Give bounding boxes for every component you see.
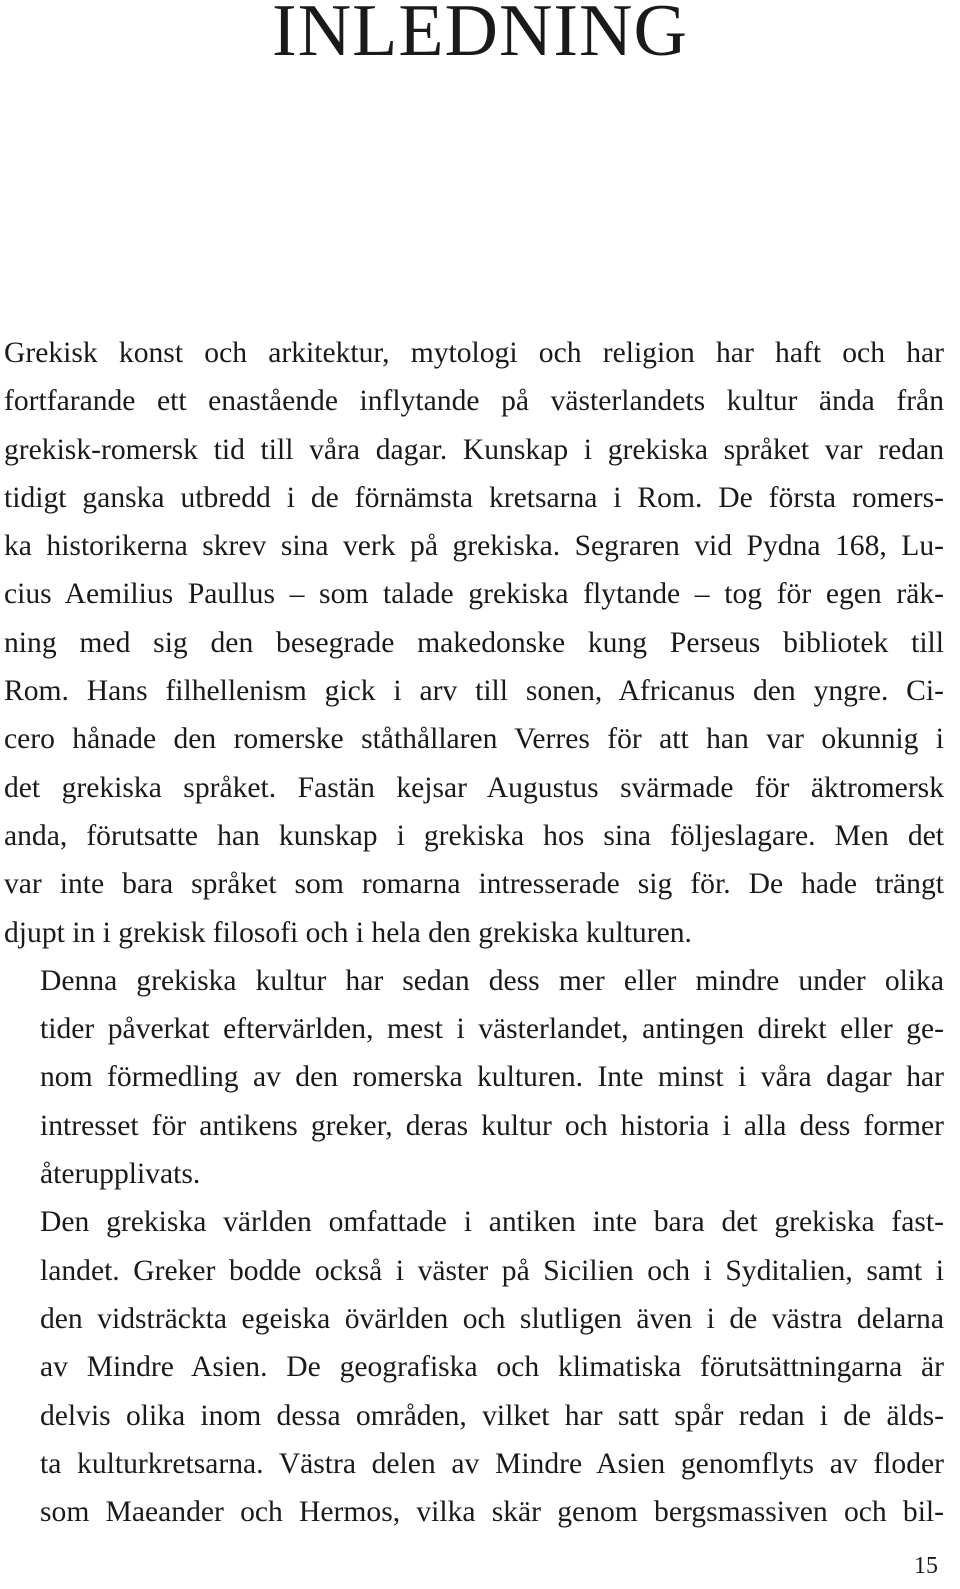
text-line: grekisk-romersk tid till våra dagar. Kunskap i grekiska språket var redan [4, 433, 944, 466]
text-line: som Maeander och Hermos, vilka skär genom bergsmassiven och bil- [40, 1496, 944, 1529]
text-line: det grekiska språket. Fastän kejsar Augustus svärmade för äktromersk [4, 771, 944, 804]
text-line: Grekisk konst och arkitektur, mytologi och religion har haft och har [4, 337, 944, 369]
paragraph-3 [4, 1198, 944, 1536]
text-line: av Mindre Asien. De geografiska och klimatiska förutsättningarna är [40, 1351, 944, 1384]
text-line: ka historikerna skrev sina verk på grekiska. Segraren vid Pydna 168, Lu- [4, 530, 944, 563]
paragraph-2 [4, 957, 944, 1198]
chapter-title: INLEDNING [272, 0, 688, 72]
text-line: Rom. Hans filhellenism gick i arv till sonen, Africanus den yngre. Ci- [4, 675, 944, 708]
text-line: nom förmedling av den romerska kulturen. Inte minst i våra dagar har [40, 1061, 944, 1094]
body-text [4, 329, 944, 1536]
text-line: tider påverkat eftervärlden, mest i västerlandet, antingen direkt eller ge- [40, 1013, 944, 1046]
text-line: återupplivats. [40, 1158, 201, 1191]
text-line: cero hånade den romerske ståthållaren Verres för att han var okunnig i [4, 723, 944, 756]
text-line: ta kulturkretsarna. Västra delen av Mindre Asien genomflyts av floder [40, 1447, 944, 1480]
text-line: den vidsträckta egeiska övärlden och slutligen även i de västra delarna [40, 1302, 944, 1335]
text-line: landet. Greker bodde också i väster på Sicilien och i Syditalien, samt i [40, 1254, 944, 1287]
text-line: fortfarande ett enastående inflytande på västerlandets kultur ända från [4, 385, 944, 418]
text-line: Denna grekiska kultur har sedan dess mer eller mindre under olika [40, 964, 944, 997]
text-line: var inte bara språket som romarna intresserade sig för. De hade trängt [4, 868, 944, 901]
text-line: djupt in i grekisk filosofi och i hela den grekiska kulturen. [4, 916, 692, 949]
text-line: tidigt ganska utbredd i de förnämsta kretsarna i Rom. De första romers- [4, 481, 944, 514]
text-line: Den grekiska världen omfattade i antiken inte bara det grekiska fast- [40, 1206, 944, 1239]
page-number: 15 [914, 1553, 938, 1579]
text-line: intresset för antikens greker, deras kultur och historia i alla dess former [40, 1109, 944, 1142]
text-line: delvis olika inom dessa områden, vilket har satt spår redan i de älds- [40, 1399, 944, 1432]
text-line: anda, förutsatte han kunskap i grekiska hos sina följeslagare. Men det [4, 819, 944, 852]
paragraph-1 [4, 329, 944, 957]
text-line: ning med sig den besegrade makedonske kung Perseus bibliotek till [4, 626, 944, 659]
text-line: cius Aemilius Paullus – som talade grekiska flytande – tog för egen räk- [4, 578, 944, 611]
